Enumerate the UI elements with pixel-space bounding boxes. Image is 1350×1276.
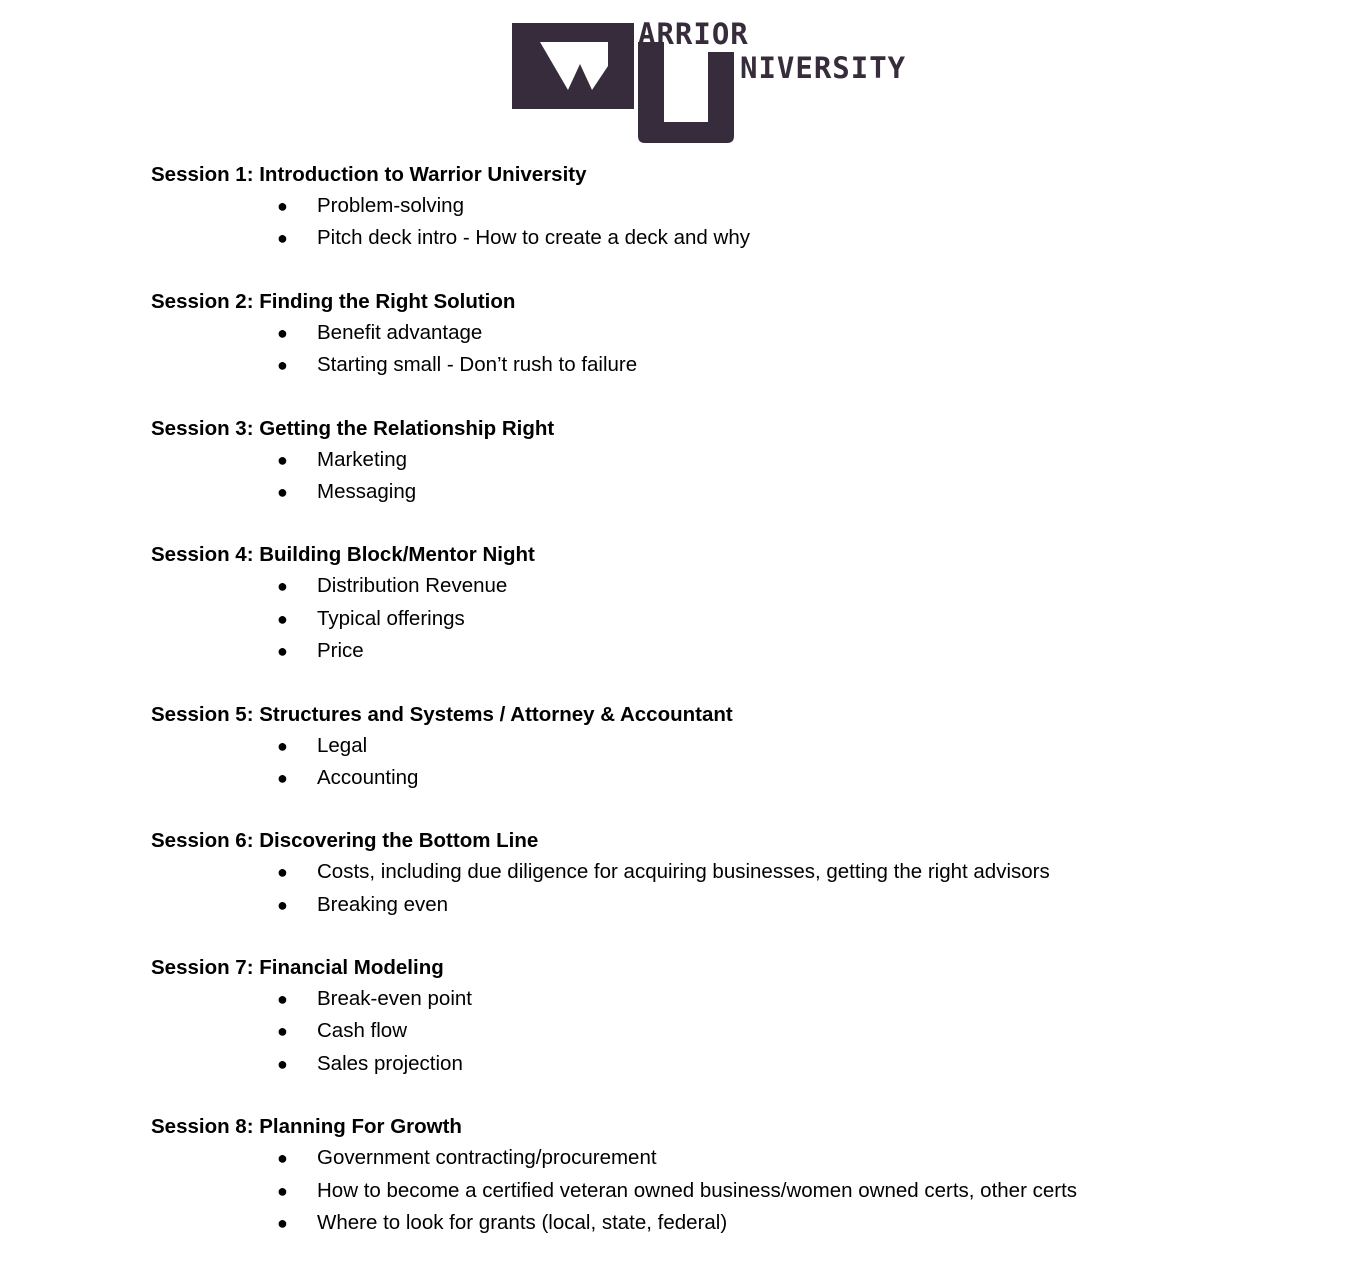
list-item-text: Starting small - Don’t rush to failure (317, 353, 638, 377)
list-item-text: Messaging (317, 479, 417, 503)
session-topic-list (151, 983, 1331, 1080)
list-item (151, 349, 1331, 381)
bullet-icon: ● (277, 196, 288, 216)
session-title: Session 2: Finding the Right Solution (151, 289, 516, 313)
session-topic-list (151, 444, 1331, 509)
bullet-icon: ● (277, 608, 288, 629)
list-item (151, 983, 1331, 1015)
bullet-icon: ● (277, 641, 288, 662)
list-item-text: Legal (317, 733, 368, 757)
logo-word-niversity: NIVERSITY (740, 51, 907, 85)
bullet-icon: ● (277, 735, 288, 756)
session-block (151, 700, 1331, 795)
bullet-icon: ● (277, 576, 288, 597)
session-outline (151, 160, 1331, 1271)
bullet-icon: ● (277, 481, 288, 502)
bullet-icon: ● (277, 322, 288, 343)
session-topic-list (151, 856, 1331, 921)
list-item (151, 1142, 1331, 1174)
session-topic-list (151, 570, 1331, 667)
session-block (151, 160, 1331, 255)
session-block (151, 1112, 1331, 1239)
session-topic-list (151, 730, 1331, 795)
logo-w-glyph (512, 23, 634, 109)
list-item (151, 1175, 1331, 1207)
session-block (151, 540, 1331, 667)
logo-word-arrior: ARRIOR (638, 18, 749, 51)
list-item-text: Distribution Revenue (317, 574, 508, 598)
session-topic-list (151, 317, 1331, 382)
session-title: Session 8: Planning For Growth (151, 1115, 462, 1139)
bullet-icon: ● (277, 894, 288, 915)
list-item (151, 222, 1331, 254)
list-item-text: Breaking even (317, 892, 449, 916)
bullet-icon: ● (277, 1021, 288, 1042)
bullet-icon: ● (277, 989, 288, 1010)
list-item (151, 635, 1331, 667)
session-block (151, 287, 1331, 382)
list-item (151, 570, 1331, 602)
list-item-text: Marketing (317, 447, 408, 471)
list-item-text: Costs, including due diligence for acquiring businesses, getting the right advisors (317, 860, 1050, 884)
list-item-text: Accounting (317, 765, 419, 789)
list-item-text: Where to look for grants (local, state, federal) (317, 1211, 728, 1235)
bullet-icon: ● (277, 1053, 288, 1074)
list-item (151, 856, 1331, 888)
list-item (151, 603, 1331, 635)
bullet-icon: ● (277, 1213, 288, 1234)
session-topic-list (151, 190, 1331, 255)
list-item-text: Price (317, 639, 364, 663)
session-title: Session 6: Discovering the Bottom Line (151, 829, 539, 853)
warrior-university-logo (510, 18, 950, 146)
list-item-text: Pitch deck intro - How to create a deck and why (317, 226, 750, 250)
session-title: Session 4: Building Block/Mentor Night (151, 543, 535, 567)
bullet-icon: ● (277, 1180, 288, 1201)
list-item-text: Typical offerings (317, 606, 465, 630)
list-item-text: How to become a certified veteran owned business/women owned certs, other certs (317, 1178, 1078, 1202)
list-item (151, 190, 1331, 222)
bullet-icon: ● (277, 862, 288, 883)
list-item-text: Problem-solving (317, 194, 464, 217)
logo-mark (510, 18, 950, 146)
list-item (151, 444, 1331, 476)
list-item-text: Break-even point (317, 987, 472, 1011)
list-item (151, 476, 1331, 508)
list-item (151, 1015, 1331, 1047)
list-item-text: Sales projection (317, 1051, 463, 1075)
session-block (151, 826, 1331, 921)
session-title: Session 7: Financial Modeling (151, 956, 444, 980)
list-item (151, 1048, 1331, 1080)
bullet-icon: ● (277, 228, 288, 249)
list-item (151, 317, 1331, 349)
session-title: Session 5: Structures and Systems / Attorney & Accountant (151, 702, 733, 726)
list-item-text: Benefit advantage (317, 320, 483, 344)
bullet-icon: ● (277, 767, 288, 788)
list-item (151, 762, 1331, 794)
session-topic-list (151, 1142, 1331, 1239)
bullet-icon: ● (277, 1148, 288, 1169)
list-item (151, 730, 1331, 762)
session-block (151, 414, 1331, 509)
session-block (151, 953, 1331, 1080)
list-item-text: Cash flow (317, 1019, 408, 1043)
session-title: Session 1: Introduction to Warrior University (151, 163, 587, 186)
list-item-text: Government contracting/procurement (317, 1146, 657, 1170)
bullet-icon: ● (277, 449, 288, 470)
logo-u-glyph (638, 42, 734, 143)
list-item (151, 1207, 1331, 1239)
list-item (151, 889, 1331, 921)
bullet-icon: ● (277, 355, 288, 376)
session-title: Session 3: Getting the Relationship Right (151, 416, 555, 440)
